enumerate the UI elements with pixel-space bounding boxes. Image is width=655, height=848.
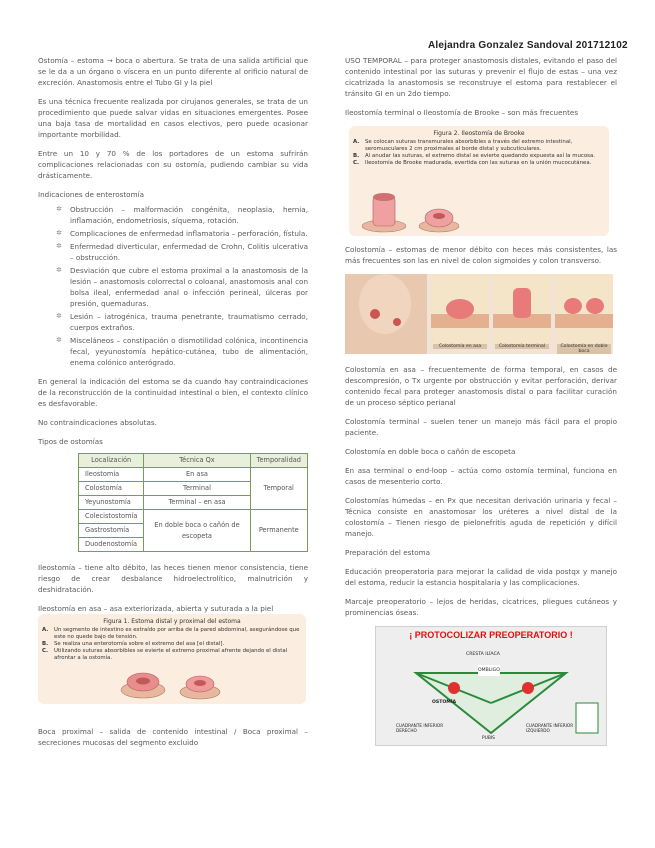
- contraindications-paragraph: No contraindicaciones absolutas.: [38, 418, 157, 427]
- figure-item-text: Utilizando suturas absorbibles se evierte el extremo proximal afrente dejando el distal afrontar a la ostomía.: [54, 648, 288, 661]
- technique-paragraph: Es una técnica frecuente realizada por cirujanos generales, se trata de un procedimiento que puede salvar vidas en situaciones emergentes. Posee una baja tasa de mortalidad en casos electivos, pero puede ocasionar importante morbilidad.: [38, 97, 308, 139]
- table-header: Temporalidad: [250, 454, 307, 468]
- table-cell: Duodenostomía: [79, 538, 144, 552]
- indication-general-paragraph: En general la indicación del estoma se da cuando hay contraindicaciones de la reconstrucción de la continuidad intestinal o bien, el contexto clínico es desfavorable.: [38, 377, 308, 408]
- diagram-label: CRESTA ILÍACA: [466, 652, 500, 657]
- table-cell: En asa: [144, 468, 250, 482]
- ostomia-definition: Ostomía – estoma → boca o abertura. Se trata de una salida artificial que se le da a un órgano o víscera en un punto diferente al orificio natural de excreción. Anastomosis entre el Tubo GI y la piel: [38, 56, 308, 87]
- figure-item-key: C.: [42, 648, 49, 654]
- table-header: Técnica Qx: [144, 454, 250, 468]
- indications-title: Indicaciones de enterostomía: [38, 190, 144, 199]
- figure-item-text: Ileostomía de Brooke madurada, evertida con las suturas en la unión mucocutánea.: [365, 160, 592, 166]
- figure-item-text: Se colocan suturas transmurales absorbibles a través del extremo intestinal, seromusculares 2 cm proximales al borde distal y subcuticulares.: [365, 139, 573, 152]
- table-cell: Temporal: [250, 468, 307, 510]
- stoma-preparation-title: Preparación del estoma: [345, 548, 430, 557]
- table-cell: Yeyunostomía: [79, 496, 144, 510]
- types-title: Tipos de ostomías: [38, 437, 103, 446]
- indication-item: ✲ Lesión – iatrogénica, trauma penetrante, traumatismo cerrado, cuerpos extraños.: [56, 311, 308, 333]
- indication-item: ✲ Obstrucción – malformación congénita, neoplasia, hernia, inflamación, endometriosis, síquema, rotación.: [56, 204, 308, 226]
- author-name: Alejandra Gonzalez Sandoval 201712102: [428, 40, 628, 51]
- indication-item: ✲ Enfermedad diverticular, enfermedad de Crohn, Colitis ulcerativa – obstrucción.: [56, 241, 308, 263]
- ostomy-types-table: [78, 453, 308, 552]
- table-cell: Permanente: [250, 510, 307, 552]
- complications-paragraph: Entre un 10 y 70 % de los portadores de un estoma sufrirán complicaciones relacionadas con su ostomía, pudiendo cambiar su vida drásticamente.: [38, 149, 308, 180]
- diagram-label: CUADRANTE INFERIOR IZQUIERDO: [526, 723, 574, 733]
- indications-list: [56, 204, 308, 368]
- diagram-label: OMBLIGO: [478, 665, 500, 676]
- preop-marking-paragraph: Marcaje preoperatorio – lejos de heridas, cicatrices, pliegues cutáneos y prominencias óseas.: [345, 597, 617, 617]
- colostomy-photos: [345, 274, 613, 354]
- table-cell: Terminal – en asa: [144, 496, 250, 510]
- table-cell: Terminal: [144, 482, 250, 496]
- left-column: [38, 55, 308, 756]
- figure-item-text: Un segmento de intestino es extraído por arriba de la pared abdominal, asegurándose que este no quede bajo de tensión.: [54, 627, 300, 640]
- indication-item: ✲ Complicaciones de enfermedad inflamatoria – perforación, fístula.: [56, 228, 308, 239]
- figure-item-key: B.: [353, 153, 360, 159]
- colostomy-photo-strip: [345, 274, 613, 354]
- right-column: [345, 55, 617, 746]
- figure-2-title: Figura 2. Ileostomía de Brooke: [433, 130, 525, 137]
- photo-label: Colostomía en asa: [433, 344, 487, 349]
- terminal-colostomy-paragraph: Colostomía terminal – suelen tener un manejo más fácil para el propio paciente.: [345, 417, 617, 437]
- diagram-label: CUADRANTE INFERIOR DERECHO: [396, 723, 444, 733]
- brooke-illustration: [349, 188, 609, 236]
- figure-2-item: [349, 153, 609, 160]
- table-cell: Colecistostomía: [79, 510, 144, 524]
- photo-label: Colostomía en doble boca: [557, 344, 611, 354]
- figure-1: [38, 614, 306, 704]
- figure-item-key: A.: [353, 139, 360, 145]
- double-barrel-paragraph: Colostomía en doble boca o cañón de escopeta: [345, 447, 516, 456]
- indication-item: ✲ Desviación que cubre el estoma proximal a la anastomosis de la lesión – anastomosis colorrectal o coloanal, anastomosis anal con bolsa ileal, enfermedad anal o infección perineal, úlceras por presión, quemaduras.: [56, 265, 308, 309]
- figure-2-item: [349, 139, 609, 153]
- diagram-label: PUBIS: [482, 736, 495, 741]
- protocol-banner-title: ¡ PROTOCOLIZAR PREOPERATORIO !: [409, 630, 573, 640]
- loop-ileostomy-paragraph: Ileostomía en asa – asa exteriorizada, abierta y suturada a la piel: [38, 604, 274, 613]
- stoma-illustration: [38, 666, 306, 706]
- figure-1-item: [38, 627, 306, 641]
- ileostomy-paragraph: Ileostomía – tiene alto débito, las heces tienen menor consistencia, tiene riesgo de crear desbalance hidroelectrolítico, malnutrición y deshidratación.: [38, 563, 308, 594]
- colostomy-paragraph: Colostomía – estomas de menor débito con heces más consistentes, las más frecuentes son las en nivel de colon sigmoides y colon transverso.: [345, 245, 617, 265]
- figure-2-item: [349, 160, 609, 167]
- protocol-banner: [375, 626, 607, 746]
- brooke-ileostomy-paragraph: Ileostomía terminal o Ileostomía de Brooke – son más frecuentes: [345, 108, 579, 117]
- temporary-use-paragraph: USO TEMPORAL – para proteger anastomosis distales, evitando el paso del contenido intestinal por las suturas y prevenir el flujo de estas – una vez cicatrizada la anastomosis se reconstruye el estoma para restablecer el tránsito GI en un 2do tiempo.: [345, 56, 617, 98]
- figure-item-text: Al anudar las suturas, el extremo distal se evierte quedando expuesta así la mucosa.: [365, 153, 595, 159]
- photo-label: Colostomía terminal: [495, 344, 549, 349]
- table-cell: Colostomía: [79, 482, 144, 496]
- table-cell: En doble boca o cañón de escopeta: [144, 510, 250, 552]
- loop-colostomy-paragraph: Colostomía en asa – frecuentemente de forma temporal, en casos de descompresión, o Tx urgente por obstrucción y evitar perforación, derivar contenido fecal para proteger anastomosis distal o para facilitar curación de un proceso séptico perianal: [345, 365, 617, 407]
- wet-colostomy-paragraph: Colostomías húmedas – en Px que necesitan derivación urinaria y fecal – Técnica consiste en anastomosar los uréteres a nivel distal de la colostomía – Tienen riesgo de pielonefritis aguda de repetición y difícil manejo.: [345, 496, 617, 538]
- table-header: Localización: [79, 454, 144, 468]
- figure-item-key: B.: [42, 641, 49, 647]
- figure-1-title: Figura 1. Estoma distal y proximal del estoma: [103, 618, 241, 625]
- figure-1-item: [38, 648, 306, 662]
- table-cell: Ileostomía: [79, 468, 144, 482]
- figure-item-key: C.: [353, 160, 360, 166]
- figure-item-key: A.: [42, 627, 49, 633]
- proximal-distal-paragraph: Boca proximal – salida de contenido intestinal / Boca proximal – secreciones mucosas del segmento excluido: [38, 727, 308, 747]
- indication-item: ✲ Misceláneos – constipación o dismotilidad colónica, incontinencia fecal, yeyunostomía hepático-cutánea, tubo de alimentación, enema colónico anterógrado.: [56, 335, 308, 368]
- figure-2: [349, 126, 609, 236]
- table-cell: Gastrostomía: [79, 524, 144, 538]
- figure-item-text: Se realiza una enterotomía sobre el extremo del asa [el distal].: [54, 641, 225, 647]
- diagram-label: OSTOMÍA: [432, 700, 457, 705]
- end-loop-paragraph: En asa terminal o end-loop – actúa como ostomía terminal, funciona en casos de mesenterio corto.: [345, 466, 617, 486]
- figure-1-item: [38, 641, 306, 648]
- preop-education-paragraph: Educación preoperatoria para mejorar la calidad de vida postqx y manejo del estoma, reducir la estancia hospitalaria y las complicaciones.: [345, 567, 617, 587]
